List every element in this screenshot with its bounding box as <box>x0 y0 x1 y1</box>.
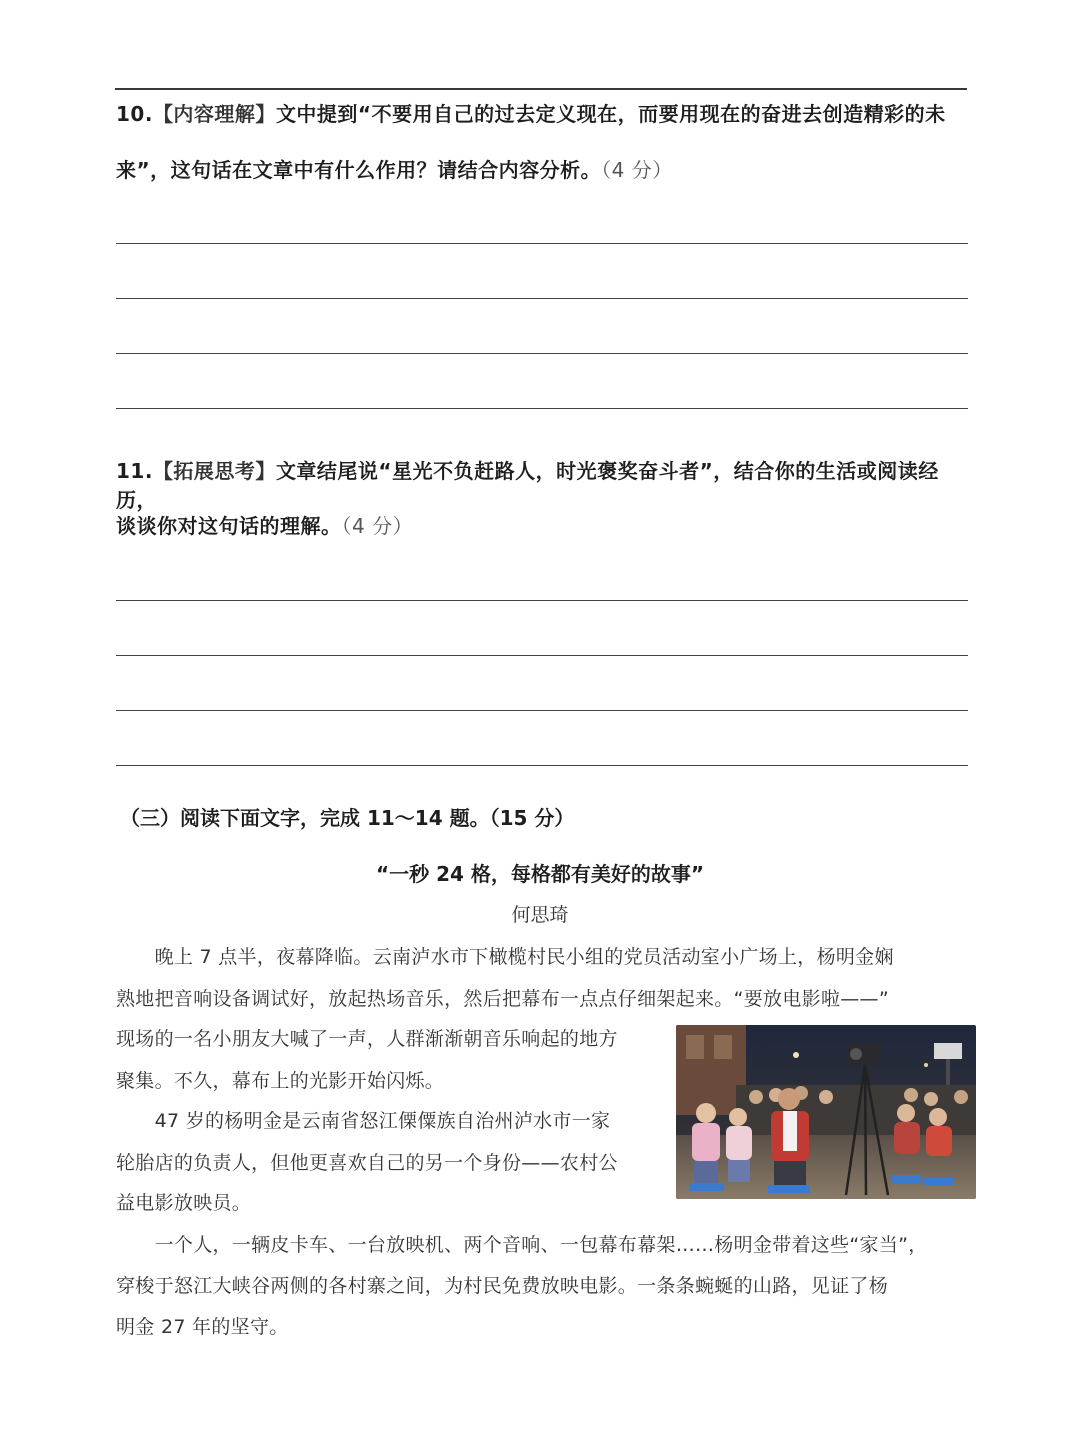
question-10-number: 10. <box>116 102 153 126</box>
question-11-line-1 <box>116 455 976 513</box>
question-10-line-2 <box>116 154 976 183</box>
question-11-score: （4 分） <box>341 514 414 538</box>
answer-line[interactable] <box>116 408 968 409</box>
question-10-text-2: 来”，这句话在文章中有什么作用？请结合内容分析。 <box>116 158 602 182</box>
article-line: 明金 27 年的坚守。 <box>116 1316 289 1338</box>
question-11-tag: 【拓展思考】 <box>152 459 276 483</box>
article-line: 晚上 7 点半，夜幕降临。云南泸水市下橄榄村民小组的党员活动室小广场上，杨明金娴 <box>116 946 894 968</box>
answer-line[interactable] <box>116 353 968 354</box>
answer-line[interactable] <box>116 710 968 711</box>
question-10-tag: 【内容理解】 <box>152 102 276 126</box>
answer-line[interactable] <box>116 655 968 656</box>
question-10-text-1: 文中提到“不要用自己的过去定义现在，而要用现在的奋进去创造精彩的未 <box>275 102 946 126</box>
question-10-score: （4 分） <box>601 158 673 182</box>
article-title: “一秒 24 格，每格都有美好的故事” <box>375 862 705 886</box>
question-11-text-2: 谈谈你对这句话的理解。 <box>116 514 342 538</box>
article-line: 轮胎店的负责人，但他更喜欢自己的另一个身份——农村公 <box>116 1152 618 1174</box>
top-divider <box>115 88 967 90</box>
article-line: 益电影放映员。 <box>116 1192 252 1214</box>
article-line: 一个人，一辆皮卡车、一台放映机、两个音响、一包幕布幕架……杨明金带着这些“家当”， <box>116 1234 928 1256</box>
section-3-title: （三）阅读下面文字，完成 11～14 题。（15 分） <box>120 806 575 830</box>
article-line: 聚集。不久，幕布上的光影开始闪烁。 <box>116 1070 445 1092</box>
screening-photo-illustration <box>676 1025 976 1199</box>
question-10-line-1 <box>116 98 976 127</box>
article-line: 现场的一名小朋友大喊了一声，人群渐渐朝音乐响起的地方 <box>116 1028 618 1050</box>
article-line: 47 岁的杨明金是云南省怒江傈僳族自治州泸水市一家 <box>116 1110 611 1132</box>
answer-line[interactable] <box>116 765 968 766</box>
article-photo <box>676 1025 976 1199</box>
question-11-number: 11. <box>116 459 153 483</box>
answer-line[interactable] <box>116 298 968 299</box>
article-line: 熟地把音响设备调试好，放起热场音乐，然后把幕布一点点仔细架起来。“要放电影啦——” <box>116 988 889 1010</box>
answer-line[interactable] <box>116 243 968 244</box>
article-line: 穿梭于怒江大峡谷两侧的各村寨之间，为村民免费放映电影。一条条蜿蜒的山路，见证了杨 <box>116 1275 889 1297</box>
question-11-line-2 <box>116 510 976 539</box>
question-11-text-1: 文章结尾说“星光不负赶路人，时光褒奖奋斗者”，结合你的生活或阅读经历， <box>116 459 939 512</box>
answer-line[interactable] <box>116 600 968 601</box>
article-author: 何思琦 <box>511 904 569 926</box>
